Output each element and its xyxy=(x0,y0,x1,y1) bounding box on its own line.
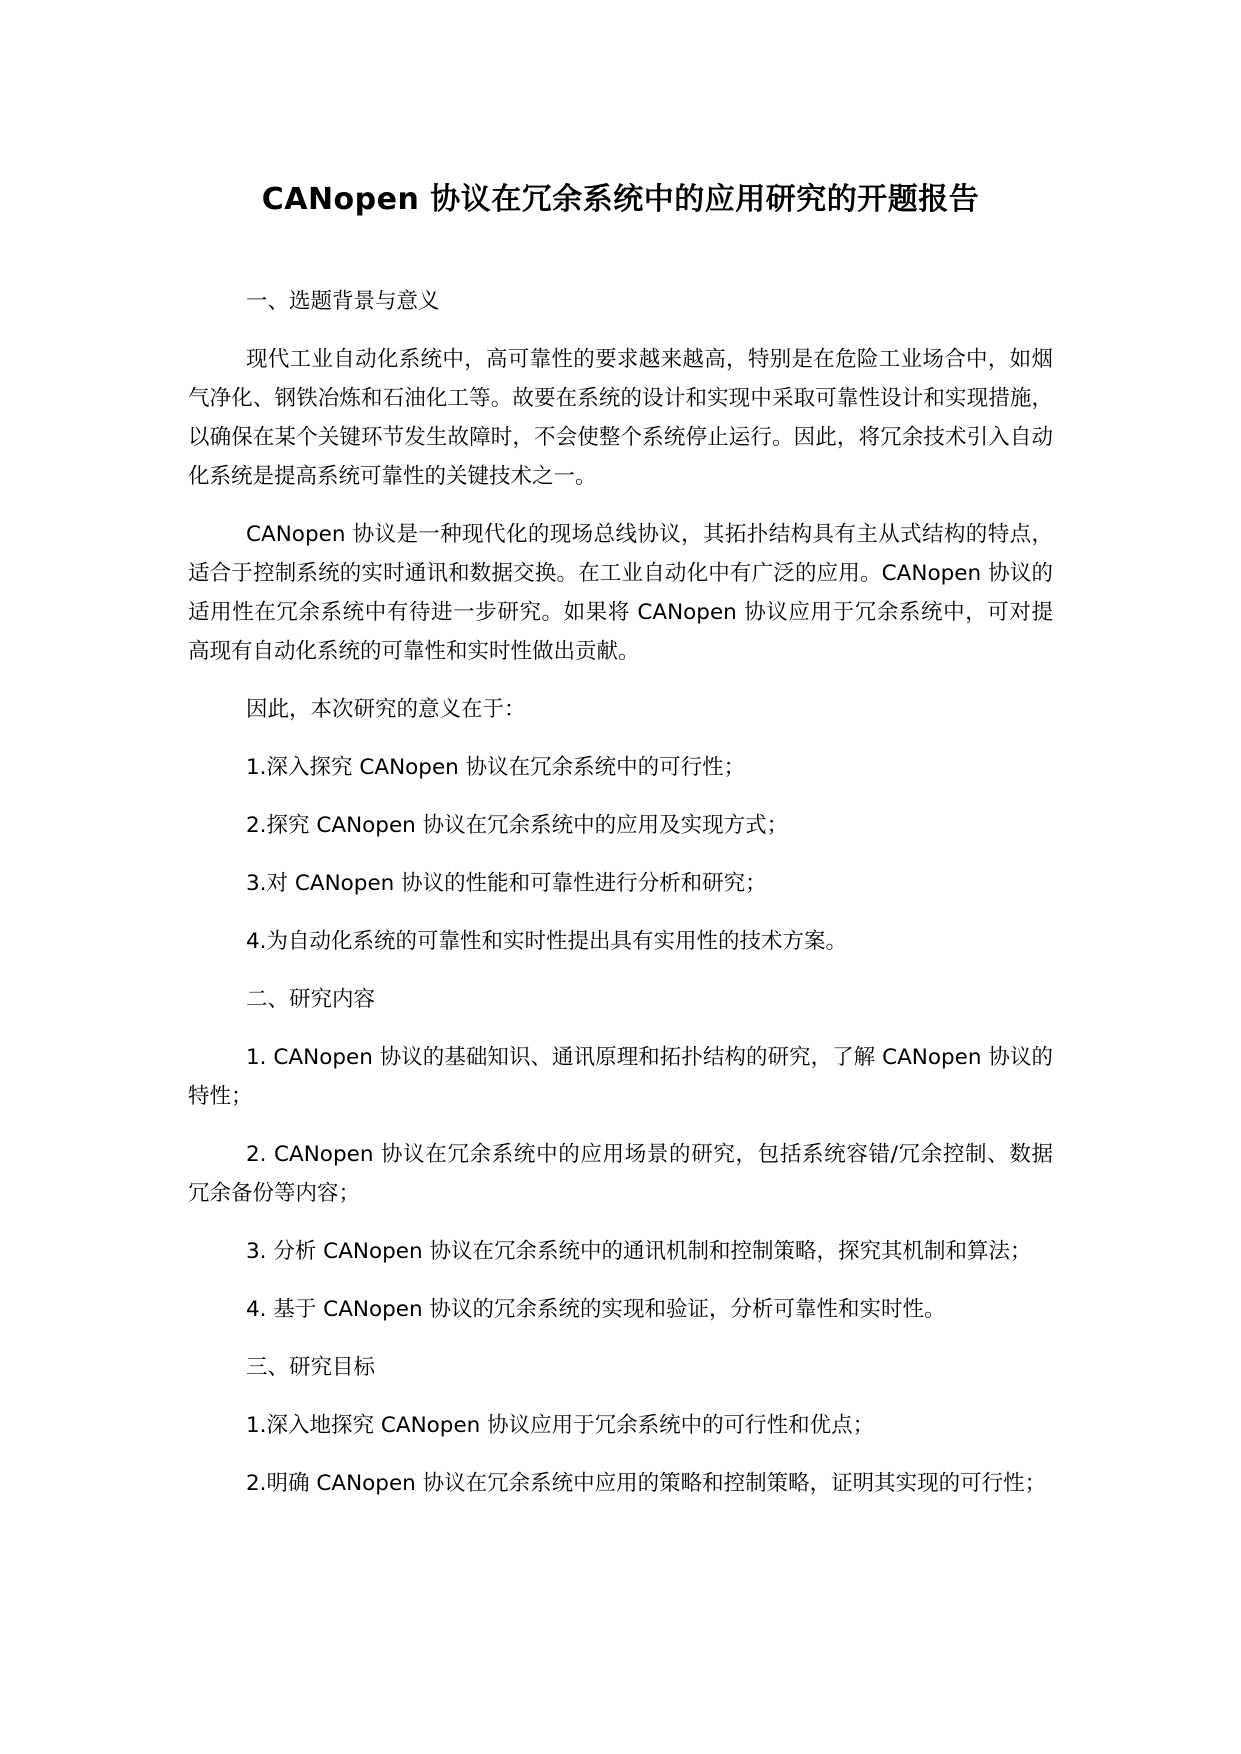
section-heading-background: 一、选题背景与意义 xyxy=(246,289,440,314)
list-item-significance-4: 4.为自动化系统的可靠性和实时性提出具有实用性的技术方案。 xyxy=(246,929,848,954)
list-item-content-2: 2. CANopen 协议在冗余系统中的应用场景的研究，包括系统容错/冗余控制、数据冗余备份等内容； xyxy=(188,1142,1053,1206)
list-item-content-3: 3. 分析 CANopen 协议在冗余系统中的通讯机制和控制策略，探究其机制和算法； xyxy=(246,1239,1032,1264)
document-title: CANopen 协议在冗余系统中的应用研究的开题报告 xyxy=(261,182,980,217)
list-item-significance-1: 1.深入探究 CANopen 协议在冗余系统中的可行性； xyxy=(246,755,746,780)
list-item-content-1: 1. CANopen 协议的基础知识、通讯原理和拓扑结构的研究，了解 CANopen 协议的特性； xyxy=(188,1045,1053,1109)
list-item-goals-1: 1.深入地探究 CANopen 协议应用于冗余系统中的可行性和优点； xyxy=(246,1413,875,1438)
paragraph-background: 现代工业自动化系统中，高可靠性的要求越来越高，特别是在危险工业场合中，如烟气净化、钢铁冶炼和石油化工等。故要在系统的设计和实现中采取可靠性设计和实现措施，以确保在某个关键环节发生故障时，不会使整个系统停止运行。因此，将冗余技术引入自动化系统是提高系统可靠性的关键技术之一。 xyxy=(188,347,1053,489)
list-item-content-4: 4. 基于 CANopen 协议的冗余系统的实现和验证，分析可靠性和实时性。 xyxy=(246,1297,946,1322)
paragraph-canopen-intro: CANopen 协议是一种现代化的现场总线协议，其拓扑结构具有主从式结构的特点，适合于控制系统的实时通讯和数据交换。在工业自动化中有广泛的应用。CANopen 协议的适用性在冗余系统中有待进一步研究。如果将 CANopen 协议应用于冗余系统中，可对提高现有自动化系统的可靠性和实时性做出贡献。 xyxy=(188,522,1053,664)
paragraph-significance-lead: 因此，本次研究的意义在于： xyxy=(246,697,526,722)
list-item-goals-2: 2.明确 CANopen 协议在冗余系统中应用的策略和控制策略，证明其实现的可行性； xyxy=(246,1471,1047,1496)
list-item-significance-3: 3.对 CANopen 协议的性能和可靠性进行分析和研究； xyxy=(246,871,767,896)
section-heading-goals: 三、研究目标 xyxy=(246,1355,376,1380)
document-body xyxy=(188,282,1053,1522)
section-heading-content: 二、研究内容 xyxy=(246,987,376,1012)
list-item-significance-2: 2.探究 CANopen 协议在冗余系统中的应用及实现方式； xyxy=(246,813,789,838)
